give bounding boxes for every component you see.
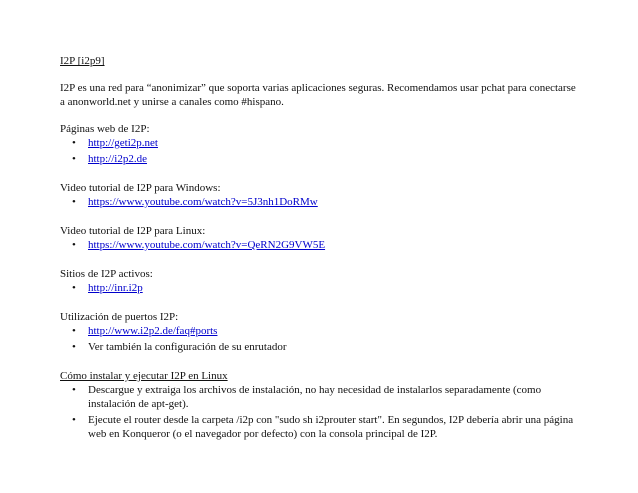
bullet-icon: •: [72, 137, 76, 149]
section-heading-linux-install: Cómo instalar y ejecutar I2P en Linux: [60, 370, 228, 382]
bullet-icon: •: [72, 341, 76, 353]
link-geti2p[interactable]: http://geti2p.net: [88, 137, 158, 149]
list-item: [72, 324, 580, 338]
install-step-download: Descargue y extraiga los archivos de instalación, no hay necesidad de instalarlos separadamente (como instalación de apt-get).: [88, 384, 542, 410]
intro-paragraph: I2P es una red para “anonimizar” que soporta varias aplicaciones seguras. Recomendamos usar pchat para conectarse a anonworld.net y unirse a canales como #hispano.: [60, 82, 576, 108]
bullet-icon: •: [72, 414, 76, 426]
windows-video-list: [60, 195, 580, 209]
link-windows-video[interactable]: https://www.youtube.com/watch?v=5J3nh1DoRMw: [88, 196, 318, 208]
bullet-icon: •: [72, 239, 76, 251]
install-step-run: Ejecute el router desde la carpeta /i2p con "sudo sh i2prouter start". En segundos, I2P debería abrir una página web en Konqueror (o el navegador por defecto) con la consola principal de I2P.: [88, 414, 574, 440]
section-heading-linux-video: Video tutorial de I2P para Linux:: [60, 225, 206, 237]
section-heading-active-sites: Sitios de I2P activos:: [60, 268, 153, 280]
active-sites-list: [60, 281, 580, 295]
section-heading-web-pages: Páginas web de I2P:: [60, 123, 150, 135]
list-item: [72, 136, 580, 150]
document-title: I2P [i2p9]: [60, 55, 105, 67]
list-item: [72, 383, 580, 411]
ports-list: [60, 324, 580, 354]
list-item: [72, 195, 580, 209]
bullet-icon: •: [72, 325, 76, 337]
section-heading-ports: Utilización de puertos I2P:: [60, 311, 179, 323]
router-config-note: Ver también la configuración de su enrutador: [88, 341, 287, 353]
linux-video-list: [60, 238, 580, 252]
bullet-icon: •: [72, 196, 76, 208]
document-page: [60, 54, 580, 443]
link-faq-ports[interactable]: http://www.i2p2.de/faq#ports: [88, 325, 218, 337]
list-item: [72, 152, 580, 166]
link-inr-i2p[interactable]: http://inr.i2p: [88, 282, 143, 294]
bullet-icon: •: [72, 153, 76, 165]
list-item: [72, 238, 580, 252]
bullet-icon: •: [72, 282, 76, 294]
link-i2p2[interactable]: http://i2p2.de: [88, 153, 147, 165]
link-linux-video[interactable]: https://www.youtube.com/watch?v=QeRN2G9VW5E: [88, 239, 326, 251]
list-item: [72, 413, 580, 441]
section-heading-windows-video: Video tutorial de I2P para Windows:: [60, 182, 221, 194]
web-pages-list: [60, 136, 580, 166]
list-item: [72, 281, 580, 295]
bullet-icon: •: [72, 384, 76, 396]
linux-install-list: [60, 383, 580, 441]
list-item: [72, 340, 580, 354]
